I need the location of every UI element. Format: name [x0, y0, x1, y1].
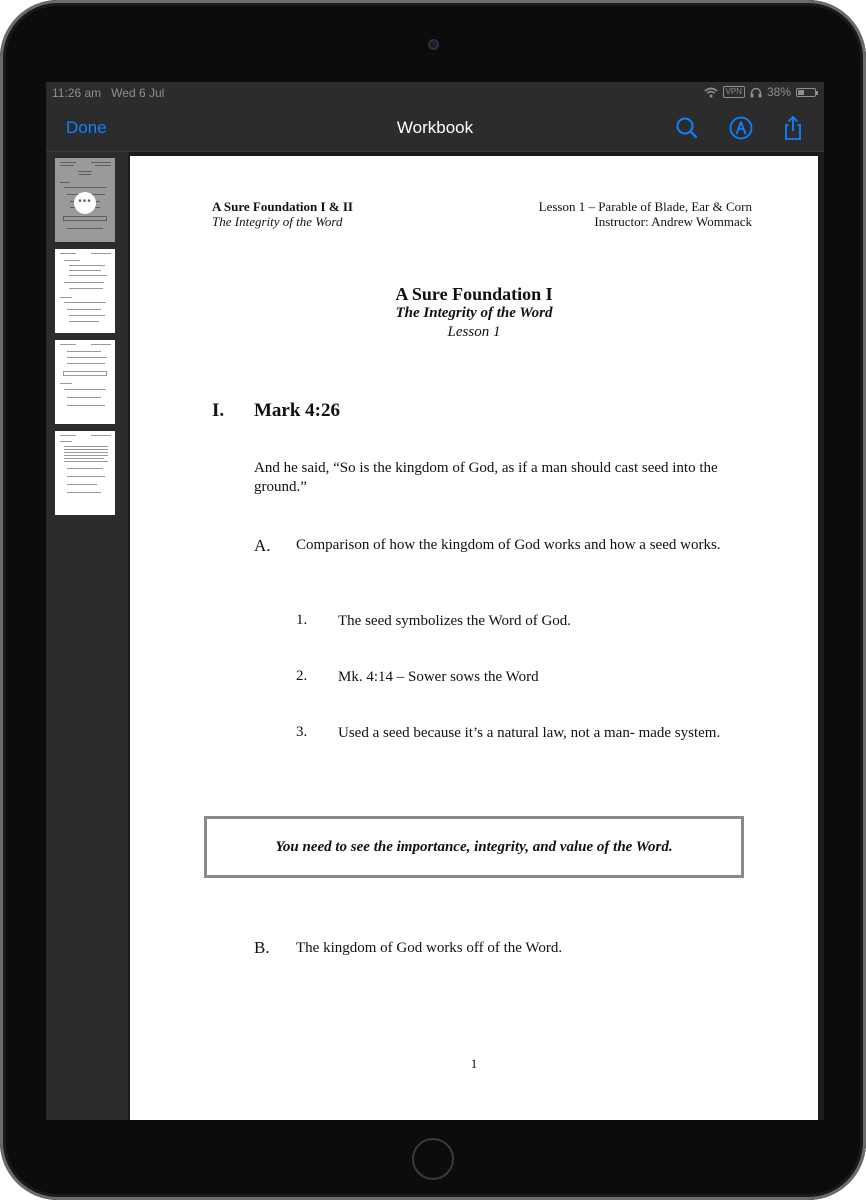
page-thumbnail-3[interactable]	[55, 340, 115, 424]
page-title: A Sure Foundation I	[395, 284, 553, 304]
header-course-subtitle: The Integrity of the Word	[212, 214, 343, 229]
screen	[46, 82, 824, 1120]
header-lesson: Lesson 1 – Parable of Blade, Ear & Corn	[538, 199, 752, 214]
home-button[interactable]	[412, 1138, 454, 1180]
scripture-quote: And he said, “So is the kingdom of God, as if a man should cast seed into the ground.”	[254, 460, 718, 495]
page-subtitle: The Integrity of the Word	[395, 305, 553, 321]
lesson-label: Lesson 1	[447, 324, 501, 340]
section-title: Mark 4:26	[254, 400, 341, 421]
nav-bar	[46, 104, 824, 152]
page-thumbnail-1[interactable]	[55, 158, 115, 242]
front-camera	[428, 39, 439, 50]
point-b-marker: B.	[254, 938, 270, 957]
subpoint-3-text: Used a seed because it’s a natural law, not a man- made system.	[338, 725, 721, 741]
document-title: Workbook	[396, 118, 474, 137]
status-bar	[46, 82, 824, 104]
battery-icon	[796, 88, 816, 97]
search-icon[interactable]	[672, 113, 702, 143]
subpoint-1-number: 1.	[296, 612, 308, 628]
wifi-icon	[704, 87, 718, 98]
more-icon[interactable]: •••	[74, 192, 96, 214]
done-button[interactable]: Done	[66, 118, 107, 137]
status-time: 11:26 am Wed 6 Jul	[52, 86, 165, 100]
callout-text: You need to see the importance, integrity, and value of the Word.	[275, 838, 673, 855]
subpoint-2-text: Mk. 4:14 – Sower sows the Word	[338, 669, 539, 685]
status-icons	[704, 85, 816, 99]
callout-box	[204, 816, 744, 878]
markup-icon[interactable]	[726, 113, 756, 143]
subpoint-1-text: The seed symbolizes the Word of God.	[338, 613, 572, 629]
document-page[interactable]	[130, 156, 818, 1120]
point-b-text: The kingdom of God works off of the Word.	[296, 940, 563, 956]
page-number: 1	[470, 1056, 478, 1071]
header-instructor: Instructor: Andrew Wommack	[594, 214, 752, 229]
vpn-badge: VPN	[723, 86, 745, 98]
subpoint-3-number: 3.	[296, 724, 308, 740]
section-number: I.	[212, 400, 225, 421]
page-thumbnail-4[interactable]	[55, 431, 115, 515]
battery-percent: 38%	[766, 85, 791, 99]
point-a-text: Comparison of how the kingdom of God works and how a seed works.	[296, 537, 721, 553]
point-a-marker: A.	[254, 536, 271, 555]
page-thumbnail-2[interactable]	[55, 249, 115, 333]
share-icon[interactable]	[778, 113, 808, 143]
subpoint-2-number: 2.	[296, 668, 308, 684]
headphones-icon	[750, 87, 762, 98]
page-thumbnails-sidebar	[46, 152, 128, 1120]
header-course-title: A Sure Foundation I & II	[212, 199, 353, 214]
